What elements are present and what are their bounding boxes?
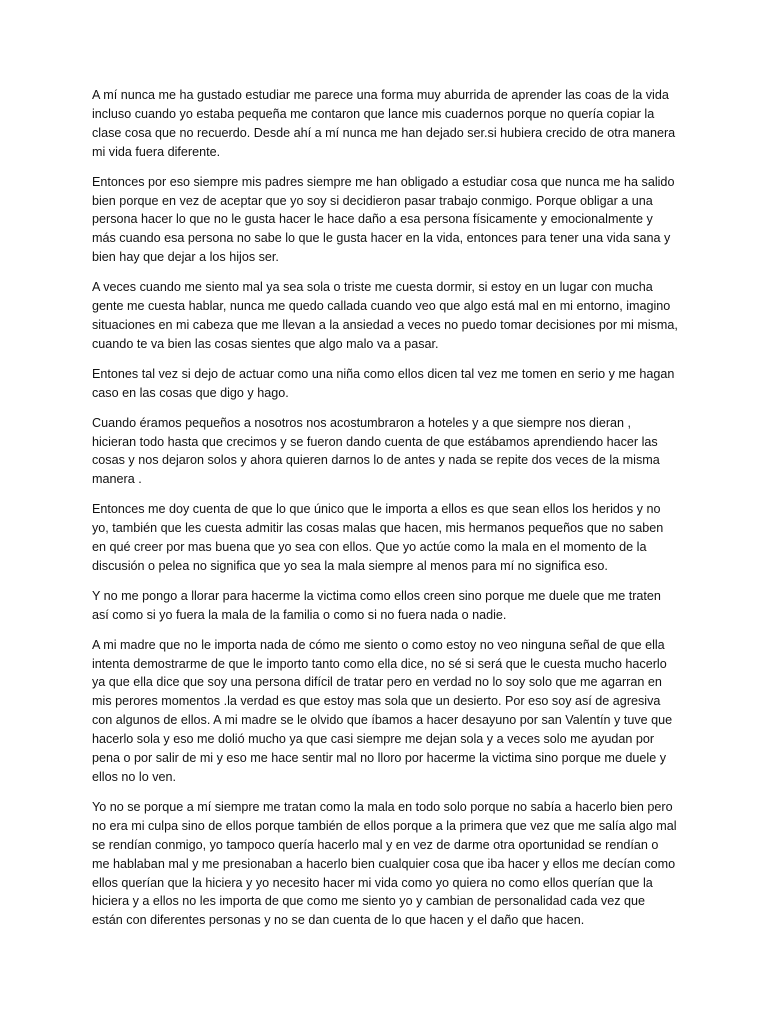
paragraph-1: A mí nunca me ha gustado estudiar me parece una forma muy aburrida de aprender las coas de la vida incluso cuando yo estaba pequeña me contaron que lance mis cuadernos porque no quería copiar la clase cosa que no recuerdo. Desde ahí a mí nunca me han dejado ser.si hubiera crecido de otra manera mi vida fuera diferente.: [92, 88, 676, 159]
paragraph-3: A veces cuando me siento mal ya sea sola o triste me cuesta dormir, si estoy en un lugar con mucha gente me cuesta hablar, nunca me quedo callada cuando veo que algo está mal en mi entorno, imagino situaciones en mi cabeza que me llevan a la ansiedad a veces no puedo tomar decisiones por mi misma, cuando te va bien las cosas sientes que algo malo va a pasar.: [92, 280, 678, 351]
paragraph-5: Cuando éramos pequeños a nosotros nos acostumbraron a hoteles y a que siempre nos dieran , hicieran todo hasta que crecimos y se fueron dando cuenta de que estábamos aprendiendo hacer las cosas y nos dejaron solos y ahora quieren darnos lo de antes y nada se repite dos veces de la misma manera .: [92, 415, 660, 487]
document-body: [92, 86, 678, 941]
paragraph-7: Y no me pongo a llorar para hacerme la victima como ellos creen sino porque me duele que me traten así como si yo fuera la mala de la familia o como si no fuera nada o nadie.: [92, 588, 661, 622]
paragraph-6: Entonces me doy cuenta de que lo que único que le importa a ellos es que sean ellos los heridos y no yo, también que les cuesta admitir las cosas malas que hacen, mis hermanos pequeños que no saben en qué creer por mas buena que yo sea con ellos. Que yo actúe como la mala en el momento de la discusión o pelea no significa que yo sea la mala siempre al menos para mí no significa eso.: [92, 502, 664, 573]
paragraph-2: Entonces por eso siempre mis padres siempre me han obligado a estudiar cosa que nunca me ha salido bien porque en vez de aceptar que yo soy si decidieron pasar trabajo conmigo. Porque obligar a una persona hacer lo que no le gusta hacer le hace daño a esa persona físicamente y emocionalmente y más cuando esa persona no sabe lo que le gusta hacer en la vida, entonces para tener una vida sana y bien hay que dejar a los hijos ser.: [92, 174, 675, 265]
paragraph-8: A mi madre que no le importa nada de cómo me siento o como estoy no veo ninguna señal de que ella intenta demostrarme de que le importo tanto como ella dice, no sé si será que le cuesta mucho hacerlo ya que ella dice que soy una persona difícil de tratar pero en verdad no lo soy solo que me agarran en mis perores momentos .la verdad es que estoy mas sola que un desierto. Por eso soy así de agresiva con algunos de ellos. A mi madre se le olvido que íbamos a hacer desayuno por san Valentín y tuve que hacerlo sola y eso me dolió mucho ya que casi siempre me dejan sola y a veces solo me ayudan por pena o por salir de mi y eso me hace sentir mal no lloro por hacerme la victima sino porque me duele y ellos no lo ven.: [92, 637, 673, 784]
paragraph-4: Entones tal vez si dejo de actuar como una niña como ellos dicen tal vez me tomen en serio y me hagan caso en las cosas que digo y hago.: [92, 366, 675, 400]
paragraph-9: Yo no se porque a mí siempre me tratan como la mala en todo solo porque no sabía a hacerlo bien pero no era mi culpa sino de ellos porque también de ellos porque a la primera que vez que me salía algo mal se rendían conmigo, yo tampoco quería hacerlo mal y en vez de darme otra oportunidad se rendían o me hablaban mal y me presionaban a hacerlo bien cualquier cosa que iba hacer y ellos me decían como ellos querían que la hiciera y yo necesito hacer mi vida como yo quiera no como ellos querían que la hiciera y a ellos no les importa de que como me siento yo y cambian de personalidad cada vez que están con diferentes personas y no se dan cuenta de lo que hacen y el daño que hacen.: [92, 799, 677, 928]
